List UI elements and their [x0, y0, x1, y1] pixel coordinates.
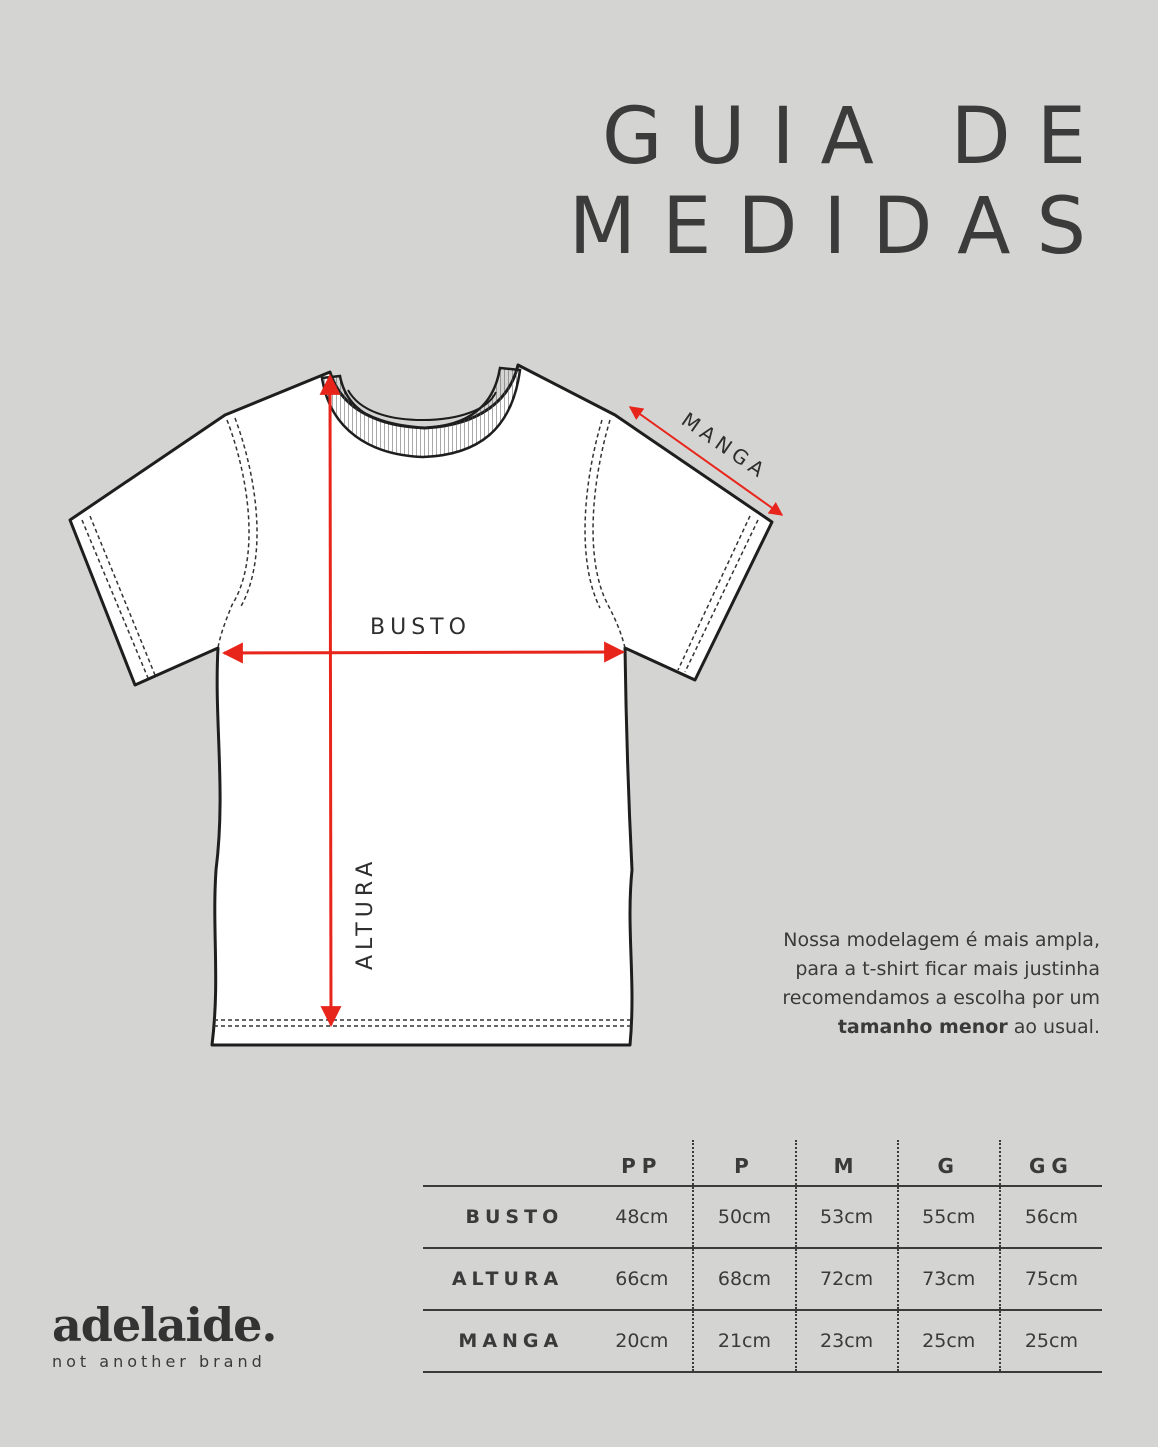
note-line-2: para a t-shirt ficar mais justinha: [795, 958, 1100, 980]
table-cell: 25cm: [1000, 1310, 1102, 1372]
altura-arrow: [330, 376, 331, 1025]
row-label-busto: BUSTO: [423, 1186, 591, 1248]
fit-note: [782, 926, 1100, 1042]
table-row: [423, 1248, 1102, 1310]
busto-label: BUSTO: [370, 615, 471, 640]
table-cell: 48cm: [591, 1186, 693, 1248]
title-line-2: MEDIDAS: [568, 182, 1112, 272]
table-cell: 55cm: [898, 1186, 1000, 1248]
table-cell: 68cm: [693, 1248, 795, 1310]
row-label-manga: MANGA: [423, 1310, 591, 1372]
note-line-4-rest: ao usual.: [1007, 1016, 1100, 1038]
table-row: [423, 1186, 1102, 1248]
size-table: [423, 1140, 1102, 1373]
note-line-4: [782, 1013, 1100, 1042]
brand-tagline: not another brand: [52, 1352, 266, 1371]
size-header-m: M: [796, 1140, 898, 1186]
size-header-g: G: [898, 1140, 1000, 1186]
note-emphasis: tamanho menor: [837, 1016, 1008, 1038]
table-cell: 66cm: [591, 1248, 693, 1310]
table-cell: 73cm: [898, 1248, 1000, 1310]
brand-logo: [52, 1300, 276, 1371]
table-cell: 53cm: [796, 1186, 898, 1248]
note-line-3: recomendamos a escolha por um: [782, 987, 1100, 1009]
brand-name: adelaide.: [52, 1298, 277, 1352]
busto-arrow: [224, 652, 623, 653]
table-row: [423, 1310, 1102, 1372]
title-line-1: GUIA DE: [601, 92, 1112, 182]
size-header-row: [423, 1140, 1102, 1186]
row-label-altura: ALTURA: [423, 1248, 591, 1310]
table-cell: 50cm: [693, 1186, 795, 1248]
table-cell: 23cm: [796, 1310, 898, 1372]
note-line-1: Nossa modelagem é mais ampla,: [783, 929, 1100, 951]
size-header-pp: PP: [591, 1140, 693, 1186]
table-cell: 20cm: [591, 1310, 693, 1372]
header-empty: [423, 1140, 591, 1186]
table-cell: 25cm: [898, 1310, 1000, 1372]
table-cell: 75cm: [1000, 1248, 1102, 1310]
tshirt-outline: [70, 365, 772, 1045]
altura-label: ALTURA: [353, 856, 378, 970]
manga-label: MANGA: [677, 407, 773, 485]
size-header-gg: GG: [1000, 1140, 1102, 1186]
size-header-p: P: [693, 1140, 795, 1186]
table-cell: 56cm: [1000, 1186, 1102, 1248]
table-cell: 72cm: [796, 1248, 898, 1310]
table-cell: 21cm: [693, 1310, 795, 1372]
